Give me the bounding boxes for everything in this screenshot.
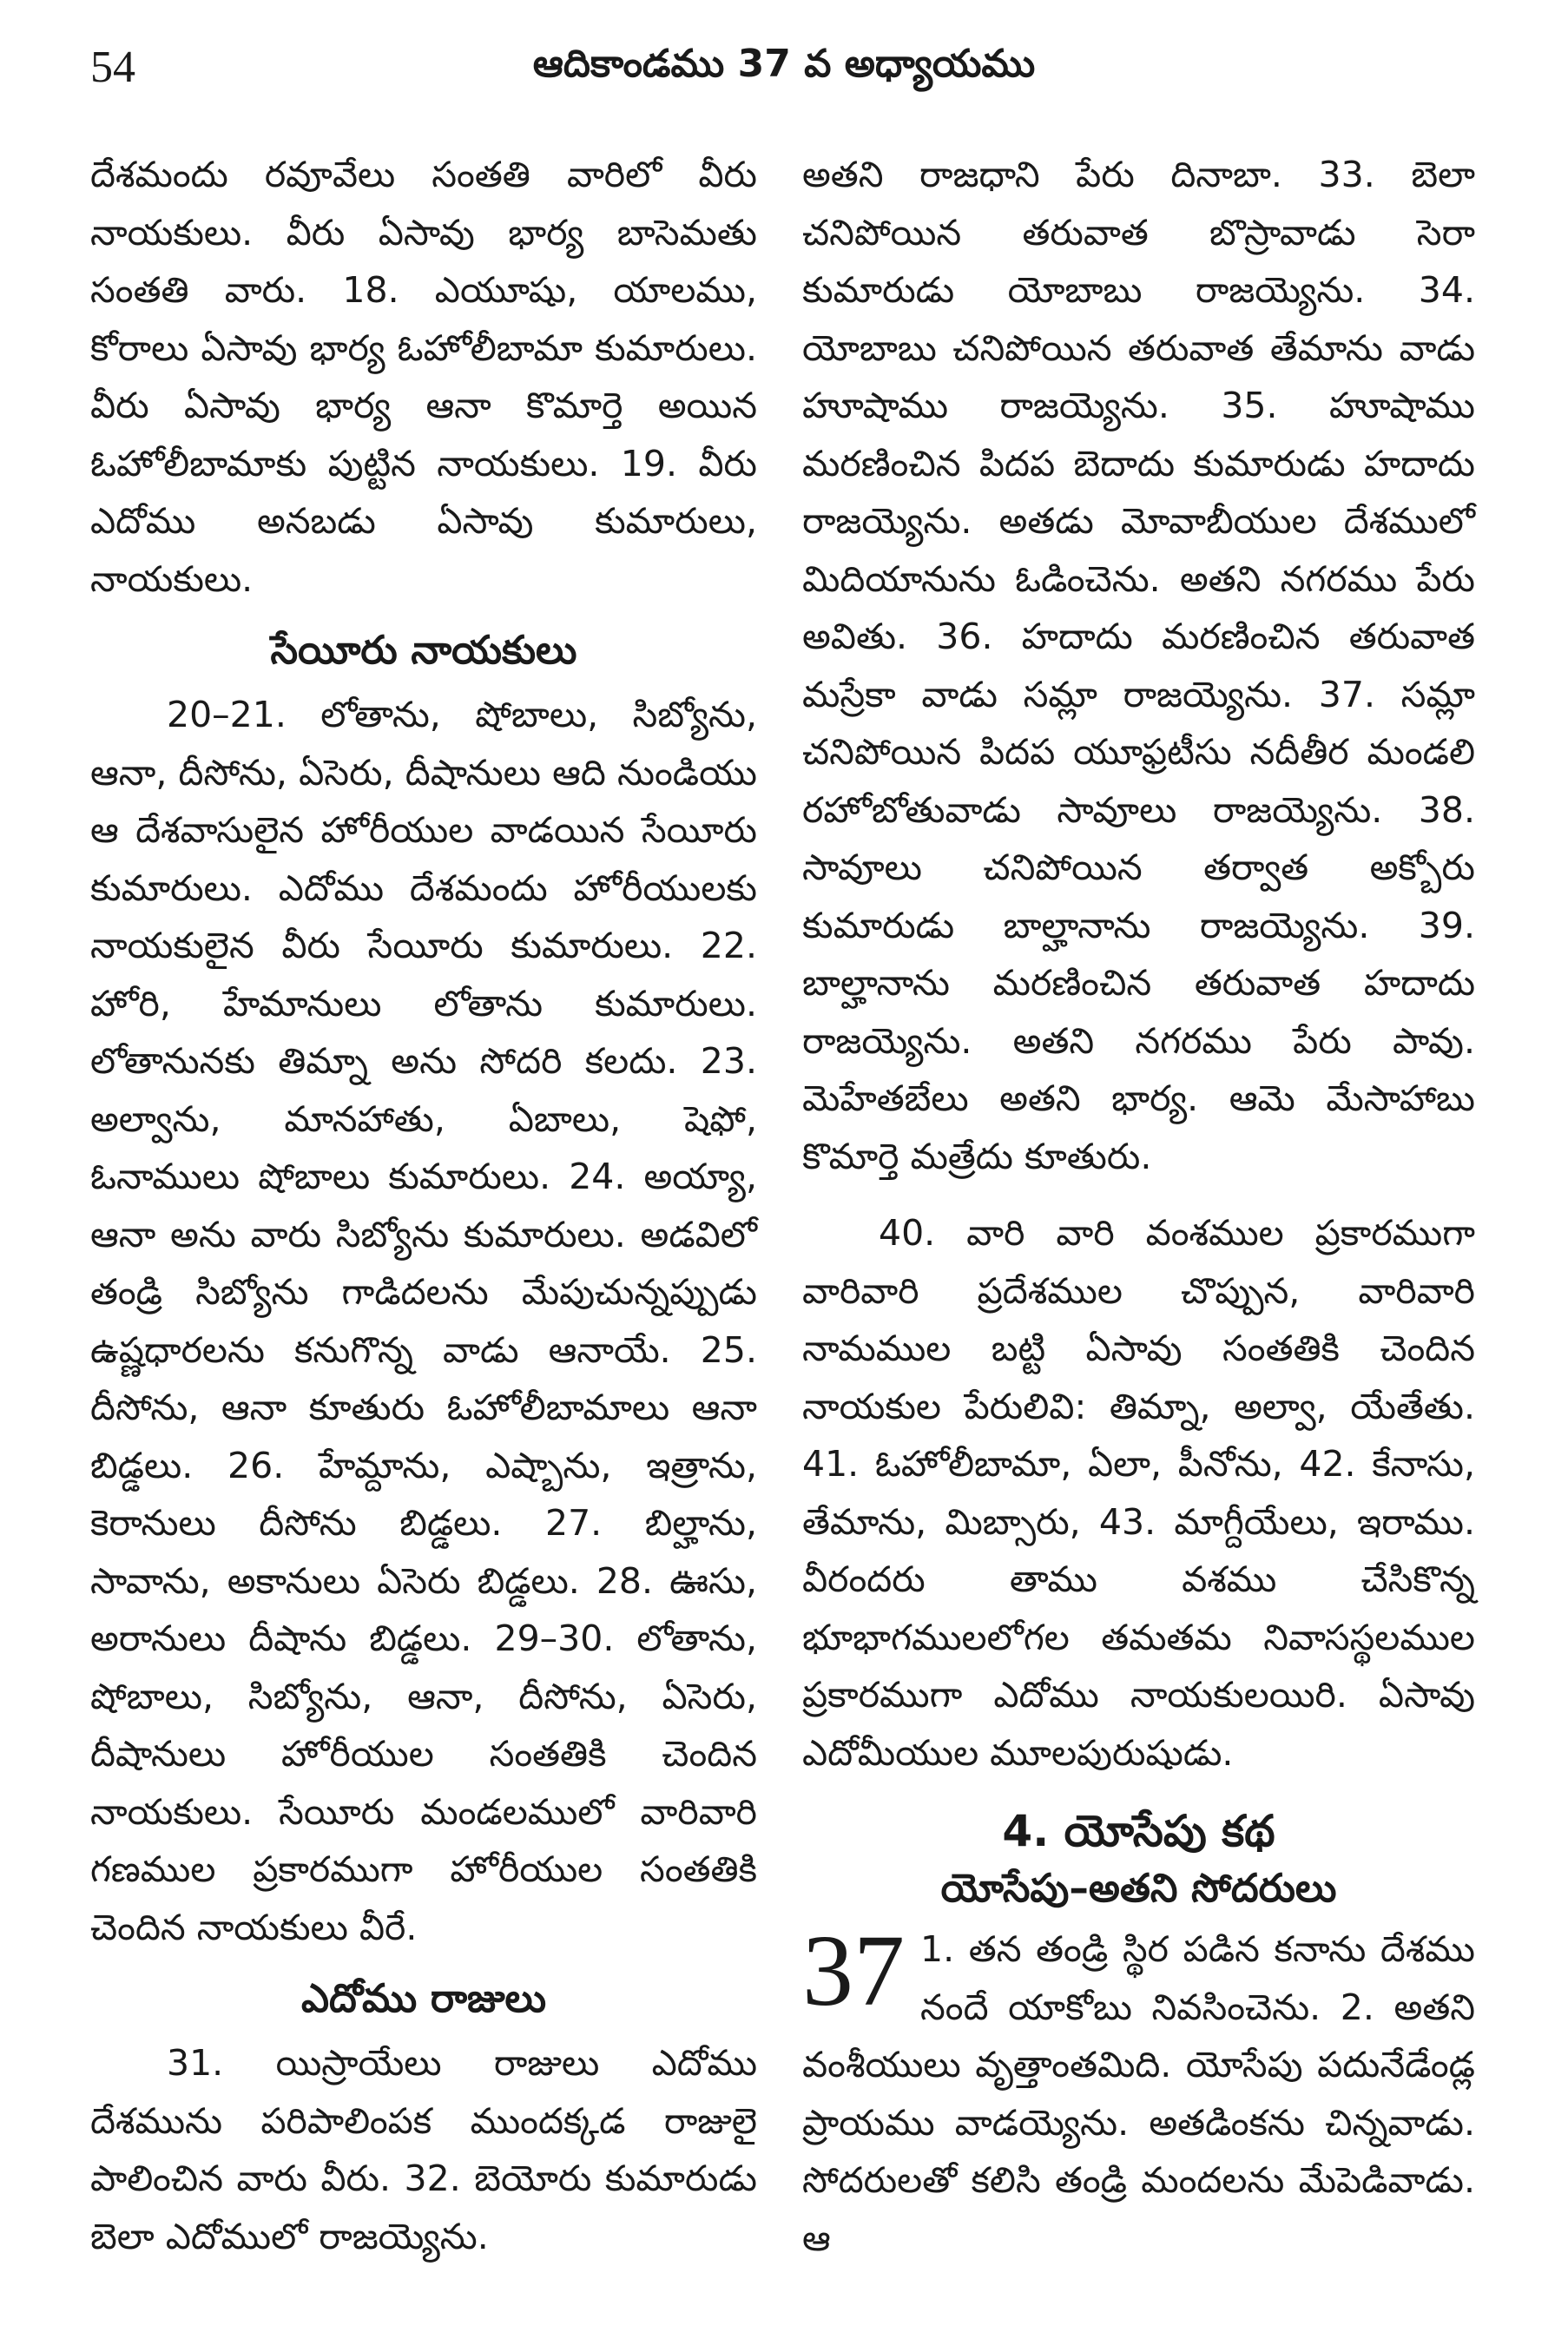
paragraph: 31. యిస్రాయేలు రాజులు ఎదోము దేశమును పరిపాలింపక ముందక్కడ రాజులై పాలించిన వారు వీరు. 32. బెయోరు కుమారుడు బెలా ఎదోములో రాజయ్యెను. bbox=[90, 2042, 757, 2257]
right-column bbox=[802, 146, 1475, 2267]
chapter-heading: 4. యోసేపు కథ bbox=[1002, 1806, 1275, 1856]
chapter-opening-paragraph bbox=[802, 1914, 1475, 2267]
paragraph-gap bbox=[802, 1185, 1475, 1204]
left-column bbox=[90, 146, 757, 2265]
chapter-number: 37 bbox=[802, 1914, 905, 2027]
paragraph: దేశమందు రవూవేలు సంతతి వారిలో వీరు నాయకులు. వీరు ఏసావు భార్య బాసెమతు సంతతి వారు. 18. ఎయూషు, యాలము, కోరాలు ఏసావు భార్య ఓహోలీబామా కుమారులు. వీరు ఏసావు భార్య ఆనా కొమార్తె అయిన ఓహోలీబామాకు పుట్టిన నాయకులు. 19. వీరు ఎదోము అనబడు ఏసావు కుమారులు, నాయకులు. bbox=[90, 154, 757, 600]
paragraph: 40. వారి వారి వంశముల ప్రకారముగా వారివారి ప్రదేశముల చొప్పున, వారివారి నామముల బట్టి ఏసావు సంతతికి చెందిన నాయకుల పేరులివి: తిమ్నా, అల్వా, యేతేతు. 41. ఓహోలీబామా, ఏలా, పీనోను, 42. కేనాసు, తేమాను, మిబ్సారు, 43. మాగ్దీయేలు, ఇరాము. వీరందరు తాము వశము చేసికొన్న భూభాగములలోగల తమతమ నివాసస్థలముల ప్రకారముగా ఎదోము నాయకులయిరి. ఏసావు ఎదోమీయుల మూలపురుషుడు. bbox=[802, 1212, 1475, 1774]
section-heading-seir-chiefs: సేయీరు నాయకులు bbox=[270, 627, 577, 673]
sub-heading: యోసేపు–అతని సోదరులు bbox=[940, 1865, 1337, 1911]
page-number: 54 bbox=[90, 43, 135, 92]
section-heading-edom-kings: ఎదోము రాజులు bbox=[300, 1975, 547, 2021]
running-head: ఆదికాండము 37 వ అధ్యాయము bbox=[532, 42, 1036, 86]
paragraph: 20–21. లోతాను, షోబాలు, సిబ్యోను, ఆనా, దీసోను, ఏసెరు, దీషానులు ఆది నుండియు ఆ దేశవాసులైన హోరీయుల వాడయిన సేయీరు కుమారులు. ఎదోము దేశమందు హోరీయులకు నాయకులైన వీరు సేయీరు కుమారులు. 22. హోరి, హేమానులు లోతాను కుమారులు. లోతానునకు తిమ్నా అను సోదరి కలదు. 23. అల్వాను, మానహాతు, ఏబాలు, షెఫో, ఓనాములు షోబాలు కుమారులు. 24. అయ్యా, ఆనా అను వారు సిబ్యోను కుమారులు. అడవిలో తండ్రి సిబ్యోను గాడిదలను మేపుచున్నప్పుడు ఉష్ణధారలను కనుగొన్న వాడు ఆనాయే. 25. దీసోను, ఆనా కూతురు ఓహోలీబామాలు ఆనా బిడ్డలు. 26. హేమ్దాను, ఎష్బాను, ఇత్రాను, కెరానులు దీసోను బిడ్డలు. 27. బిల్హాను, సావాను, అకానులు ఏసెరు బిడ్డలు. 28. ఊసు, అరానులు దీషాను బిడ్డలు. 29–30. లోతాను, షోబాలు, సిబ్యోను, ఆనా, దీసోను, ఏసెరు, దీషానులు హోరీయుల సంతతికి చెందిన నాయకులు. సేయీరు మండలములో వారివారి గణముల ప్రకారముగా హోరీయుల సంతతికి చెందిన నాయకులు వీరే. bbox=[90, 694, 757, 1948]
paragraph: అతని రాజధాని పేరు దినాబా. 33. బెలా చనిపోయిన తరువాత బొస్రావాడు సెరా కుమారుడు యోబాబు రాజయ్యెను. 34. యోబాబు చనిపోయిన తరువాత తేమాను వాడు హూషాము రాజయ్యెను. 35. హూషాము మరణించిన పిదప బెదాదు కుమారుడు హదాదు రాజయ్యెను. అతడు మోవాబీయుల దేశములో మిదియానును ఓడించెను. అతని నగరము పేరు అవితు. 36. హదాదు మరణించిన తరువాత మస్రేకా వాడు సమ్లా రాజయ్యెను. 37. సమ్లా చనిపోయిన పిదప యూఫ్రటీసు నదీతీర మండలి రహోబోతువాడు సావూలు రాజయ్యెను. 38. సావూలు చనిపోయిన తర్వాత అక్బోరు కుమారుడు బాల్హానాను రాజయ్యెను. 39. బాల్హానాను మరణించిన తరువాత హదాదు రాజయ్యెను. అతని నగరము పేరు పావు. మెహేతబేలు అతని భార్య. ఆమె మేసాహాబు కొమార్తె మత్రేదు కూతురు. bbox=[802, 154, 1475, 1177]
paragraph-text: 1. తన తండ్రి స్థిర పడిన కనాను దేశము నందే యాకోబు నివసించెను. 2. అతని వంశీయులు వృత్తాంతమిది. యోసేపు పదునేడేండ్ల ప్రాయము వాడయ్యెను. అతడింకను చిన్నవాడు. సోదరులతో కలిసి తండ్రి మందలను మేపెడివాడు. ఆ bbox=[802, 1928, 1475, 2259]
